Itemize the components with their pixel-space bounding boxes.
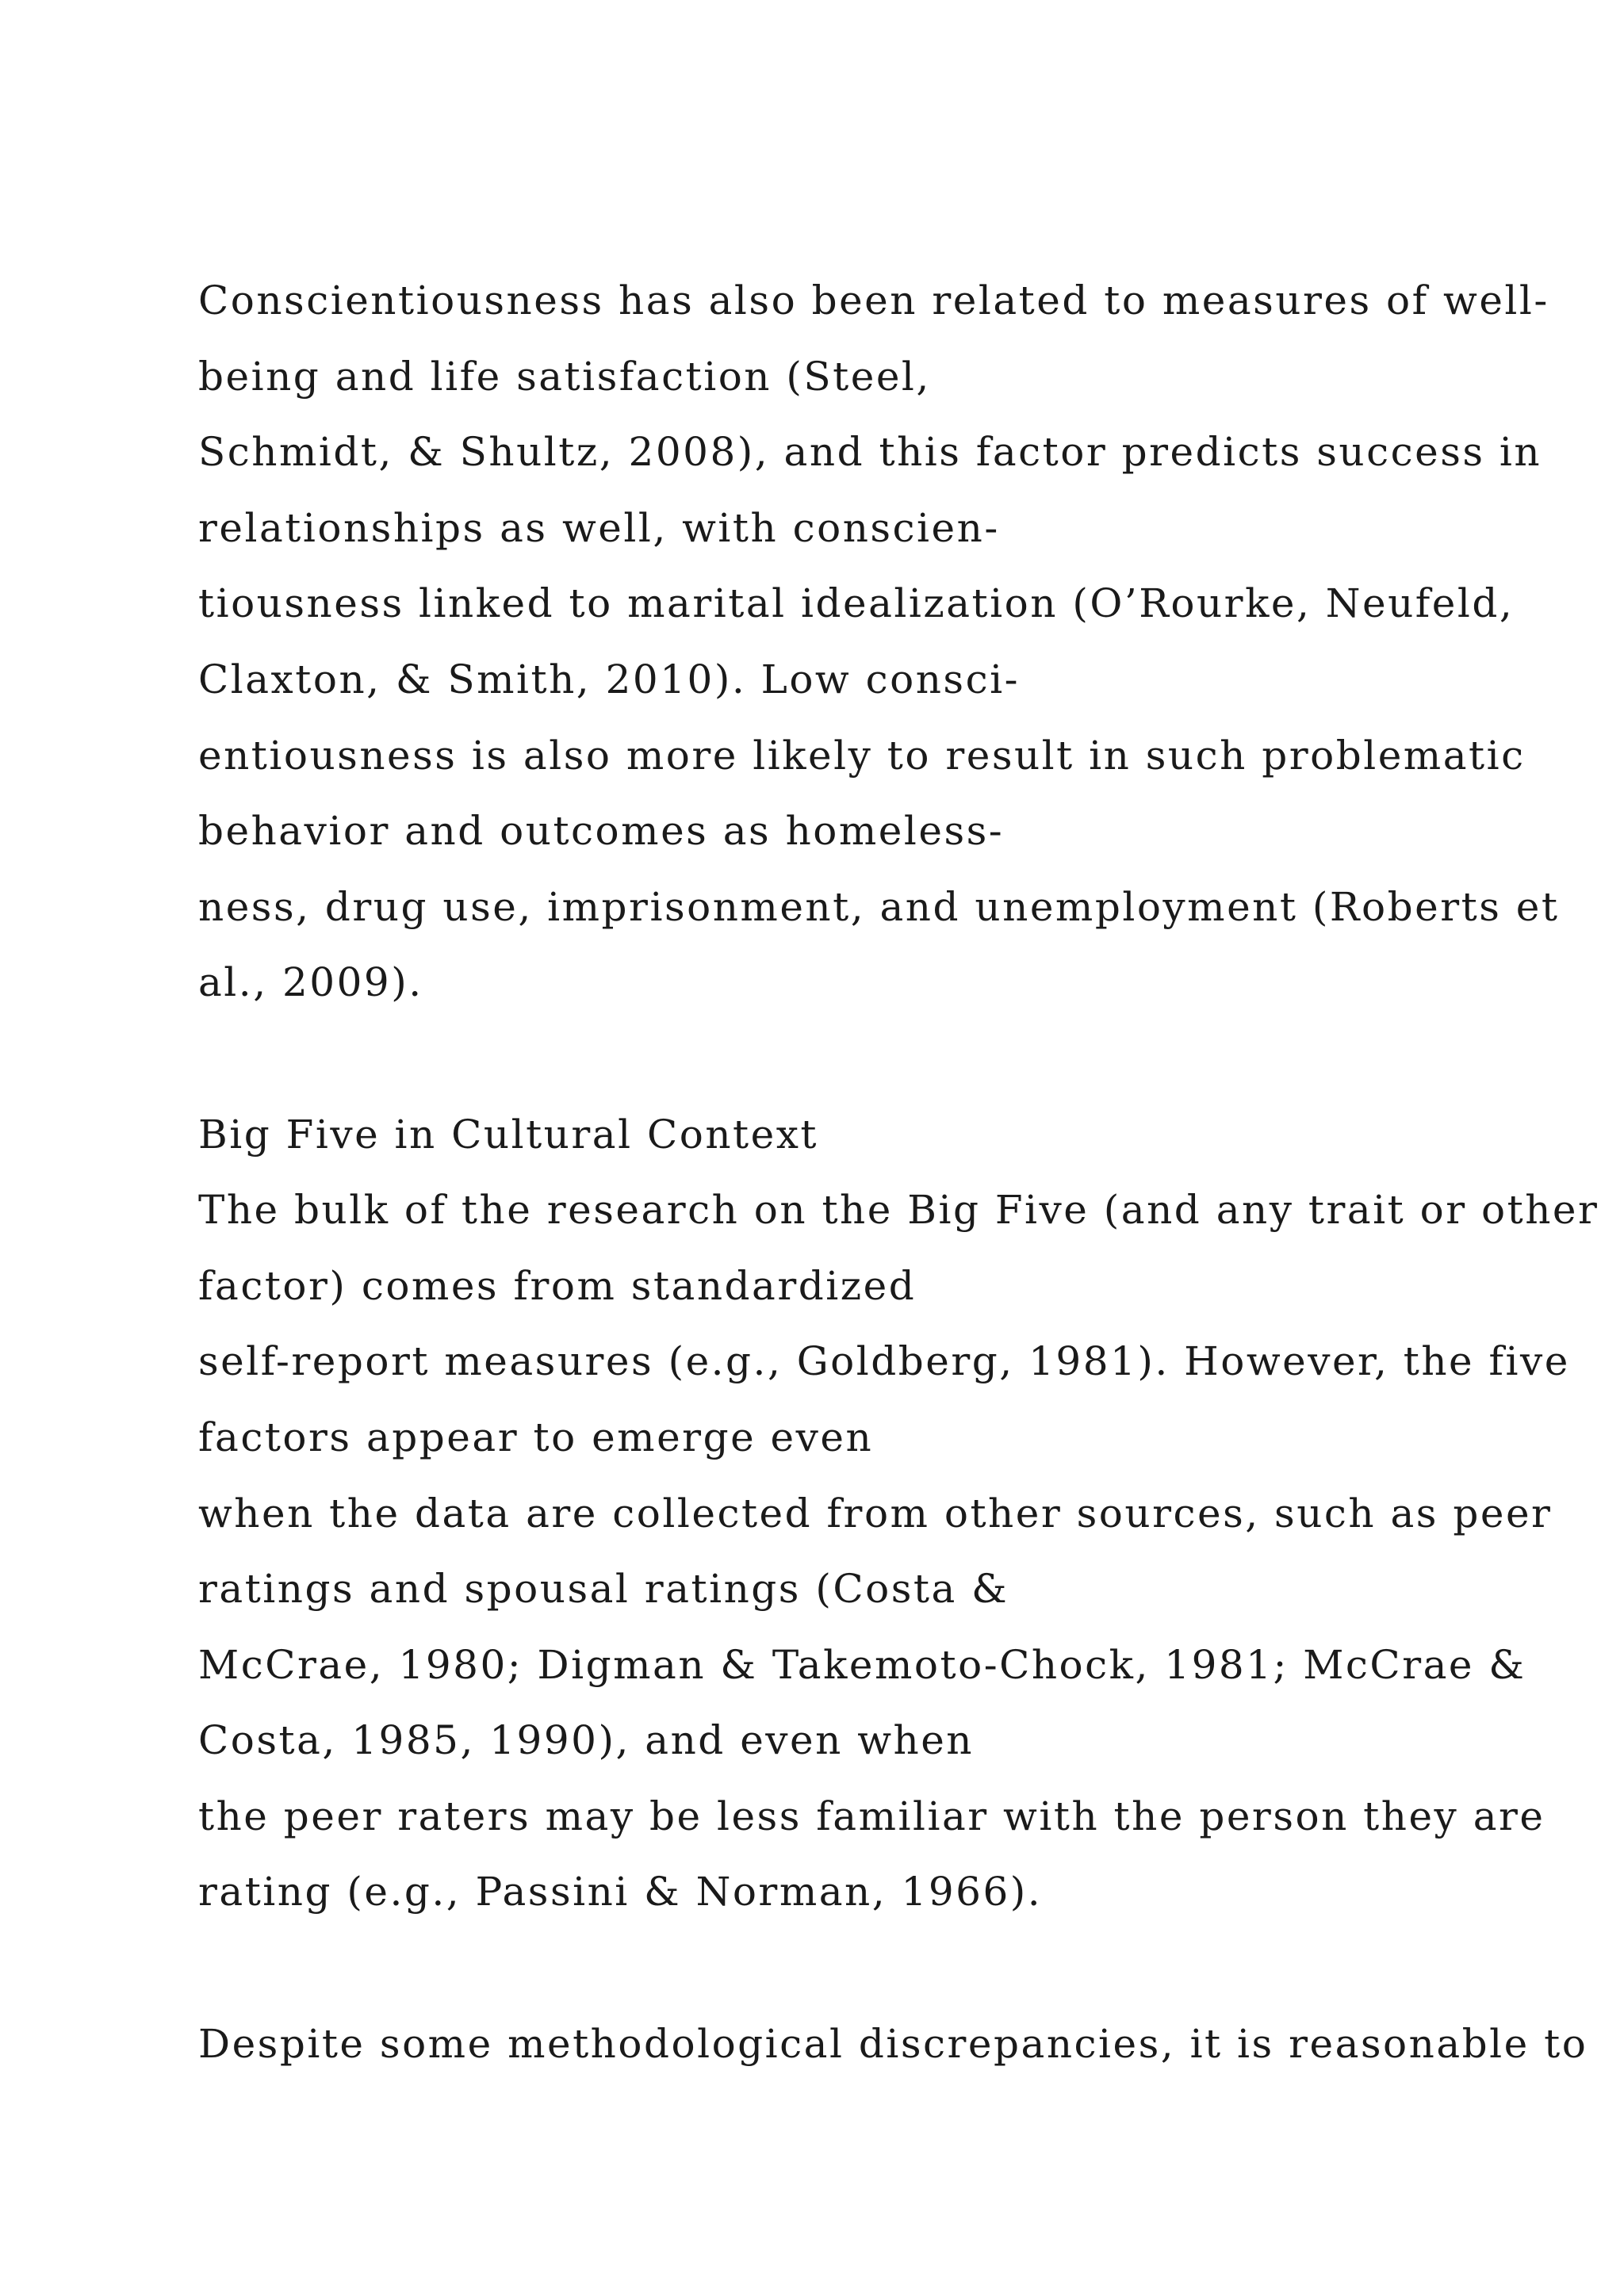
- text-line: Costa, 1985, 1990), and even when: [198, 1717, 975, 1764]
- section-heading: Big Five in Cultural Context: [198, 1111, 819, 1158]
- text-line: self-report measures (e.g., Goldberg, 1981). However, the five: [198, 1338, 1570, 1385]
- text-line: Despite some methodological discrepancies, it is reasonable to: [198, 2020, 1588, 2067]
- text-line: Claxton, & Smith, 2010). Low consci-: [198, 656, 1020, 702]
- text-line: the peer raters may be less familiar with the person they are: [198, 1793, 1545, 1839]
- text-line: factors appear to emerge even: [198, 1414, 874, 1460]
- text-line: behavior and outcomes as homeless-: [198, 808, 1005, 855]
- text-line: McCrae, 1980; Digman & Takemoto-Chock, 1981; McCrae &: [198, 1641, 1526, 1688]
- body-text: [198, 263, 1599, 2082]
- text-line: rating (e.g., Passini & Norman, 1966).: [198, 1869, 1043, 1915]
- text-line: entiousness is also more likely to result in such problematic: [198, 732, 1526, 779]
- text-line: factor) comes from standardized: [198, 1262, 917, 1309]
- text-line: ness, drug use, imprisonment, and unemployment (Roberts et: [198, 883, 1560, 930]
- text-line: The bulk of the research on the Big Five (and any trait or other: [198, 1187, 1599, 1234]
- text-line: being and life satisfaction (Steel,: [198, 353, 931, 400]
- text-line: when the data are collected from other sources, such as peer: [198, 1490, 1553, 1536]
- text-line: relationships as well, with conscien-: [198, 504, 1000, 551]
- blank-line: [198, 1021, 1546, 1097]
- text-line: tiousness linked to marital idealization (O’Rourke, Neufeld,: [198, 580, 1515, 627]
- text-line: ratings and spousal ratings (Costa &: [198, 1566, 1009, 1613]
- text-line: Conscientiousness has also been related to measures of well-: [198, 277, 1549, 323]
- text-line: al., 2009).: [198, 959, 423, 1006]
- text-line: Schmidt, & Shultz, 2008), and this factor predicts success in: [198, 429, 1542, 476]
- blank-line: [198, 1931, 1546, 2007]
